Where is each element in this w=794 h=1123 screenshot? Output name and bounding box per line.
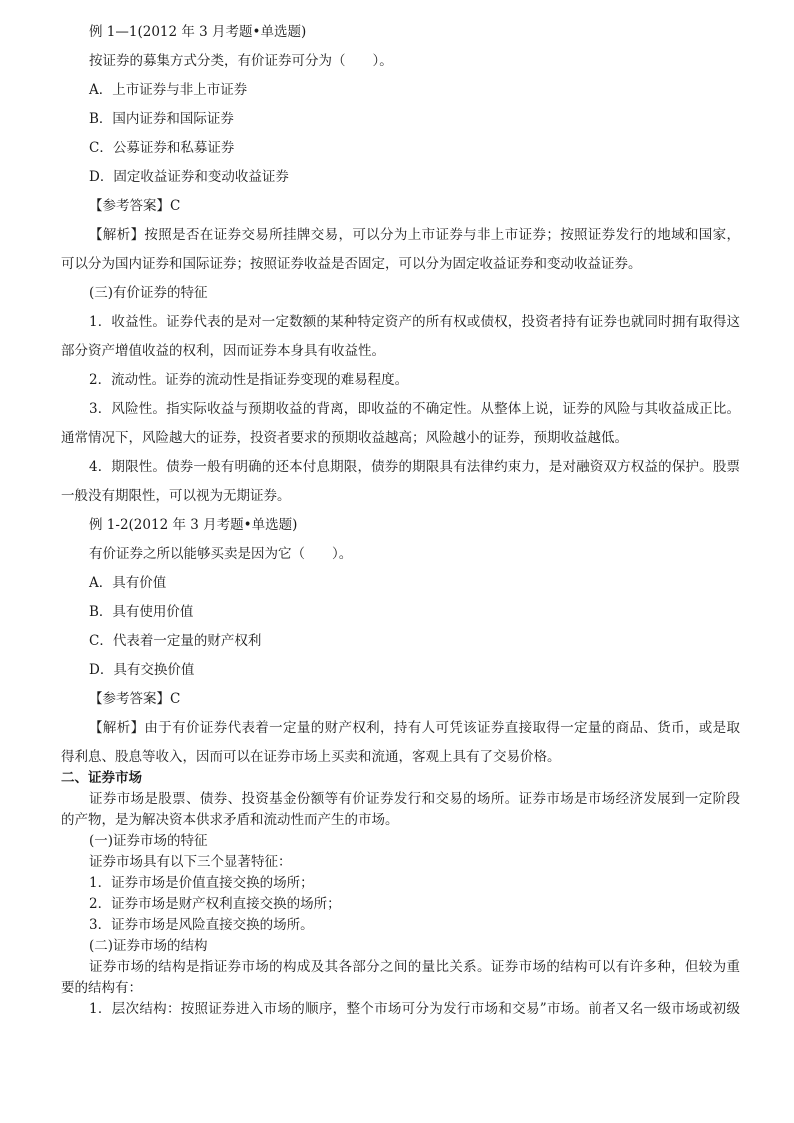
example-heading: 例 1—1(2012 年 3 月考题•单选题) — [89, 24, 307, 40]
list-item: 1．证券市场是价值直接交换的场所； — [89, 875, 314, 891]
body-paragraph: 1．收益性。证券代表的是对一定数额的某种特定资产的所有权或债权，投资者持有证券也就同时拥有取得这 — [89, 314, 740, 330]
list-item: 2．证券市场是财产权利直接交换的场所； — [89, 896, 341, 912]
body-paragraph: 证券市场是股票、债券、投资基金份额等有价证券发行和交易的场所。证券市场是市场经济发展到一定阶段 — [89, 791, 740, 807]
body-paragraph: 证券市场具有以下三个显著特征： — [89, 854, 292, 870]
body-paragraph: 通常情况下，风险越大的证券，投资者要求的预期收益越高；风险越小的证券，预期收益越低。 — [61, 430, 628, 446]
question-text: 按证券的募集方式分类，有价证券可分为（ ）。 — [89, 53, 393, 69]
section-heading: 二、证券市场 — [61, 770, 142, 786]
answer-label: 【参考答案】C — [89, 198, 181, 214]
body-paragraph: 4．期限性。债券一般有明确的还本付息期限，债券的期限具有法律约束力，是对融资双方权益的保护。股票 — [89, 459, 740, 475]
option-a: A．具有价值 — [89, 575, 167, 591]
explanation-paragraph: 【解析】按照是否在证券交易所挂牌交易，可以分为上市证券与非上市证券；按照证券发行的地域和国家， — [89, 227, 740, 243]
answer-label: 【参考答案】C — [89, 691, 181, 707]
list-item: 3．证券市场是风险直接交换的场所。 — [89, 917, 314, 933]
body-paragraph: 部分资产增值收益的权利，因而证券本身具有收益性。 — [61, 343, 385, 359]
option-a: A．上市证券与非上市证券 — [89, 82, 248, 98]
option-c: C．公募证券和私募证券 — [89, 140, 235, 156]
section-heading: (三)有价证券的特征 — [89, 285, 208, 301]
option-b: B．国内证券和国际证券 — [89, 111, 234, 127]
question-text: 有价证券之所以能够买卖是因为它（ ）。 — [89, 546, 353, 562]
option-d: D．具有交换价值 — [89, 662, 195, 678]
body-paragraph: 一般没有期限性，可以视为无期证券。 — [61, 488, 291, 504]
section-heading: (一)证券市场的特征 — [89, 833, 208, 849]
explanation-paragraph: 【解析】由于有价证券代表着一定量的财产权利，持有人可凭该证券直接取得一定量的商品、货币，或是取 — [89, 720, 740, 736]
body-paragraph: 要的结构有： — [61, 980, 142, 996]
body-paragraph: 2．流动性。证券的流动性是指证券变现的难易程度。 — [89, 372, 409, 388]
body-paragraph: 3．风险性。指实际收益与预期收益的背离，即收益的不确定性。从整体上说，证券的风险与其收益成正比。 — [89, 401, 740, 417]
explanation-paragraph: 得利息、股息等收入，因而可以在证券市场上买卖和流通，客观上具有了交易价格。 — [61, 749, 561, 765]
option-b: B．具有使用价值 — [89, 604, 194, 620]
body-paragraph: 1．层次结构：按照证券进入市场的顺序，整个市场可分为发行市场和交易”市场。前者又名一级市场或初级 — [89, 1001, 740, 1017]
body-paragraph: 的产物，是为解决资本供求矛盾和流动性而产生的市场。 — [61, 812, 399, 828]
option-c: C．代表着一定量的财产权利 — [89, 633, 262, 649]
body-paragraph: 证券市场的结构是指证券市场的构成及其各部分之间的量比关系。证券市场的结构可以有许多种，但较为重 — [89, 959, 740, 975]
option-d: D．固定收益证券和变动收益证券 — [89, 169, 289, 185]
explanation-paragraph: 可以分为国内证券和国际证券；按照证券收益是否固定，可以分为固定收益证券和变动收益证券。 — [61, 256, 642, 272]
section-heading: (二)证券市场的结构 — [89, 938, 208, 954]
example-heading: 例 1-2(2012 年 3 月考题•单选题) — [89, 517, 298, 533]
